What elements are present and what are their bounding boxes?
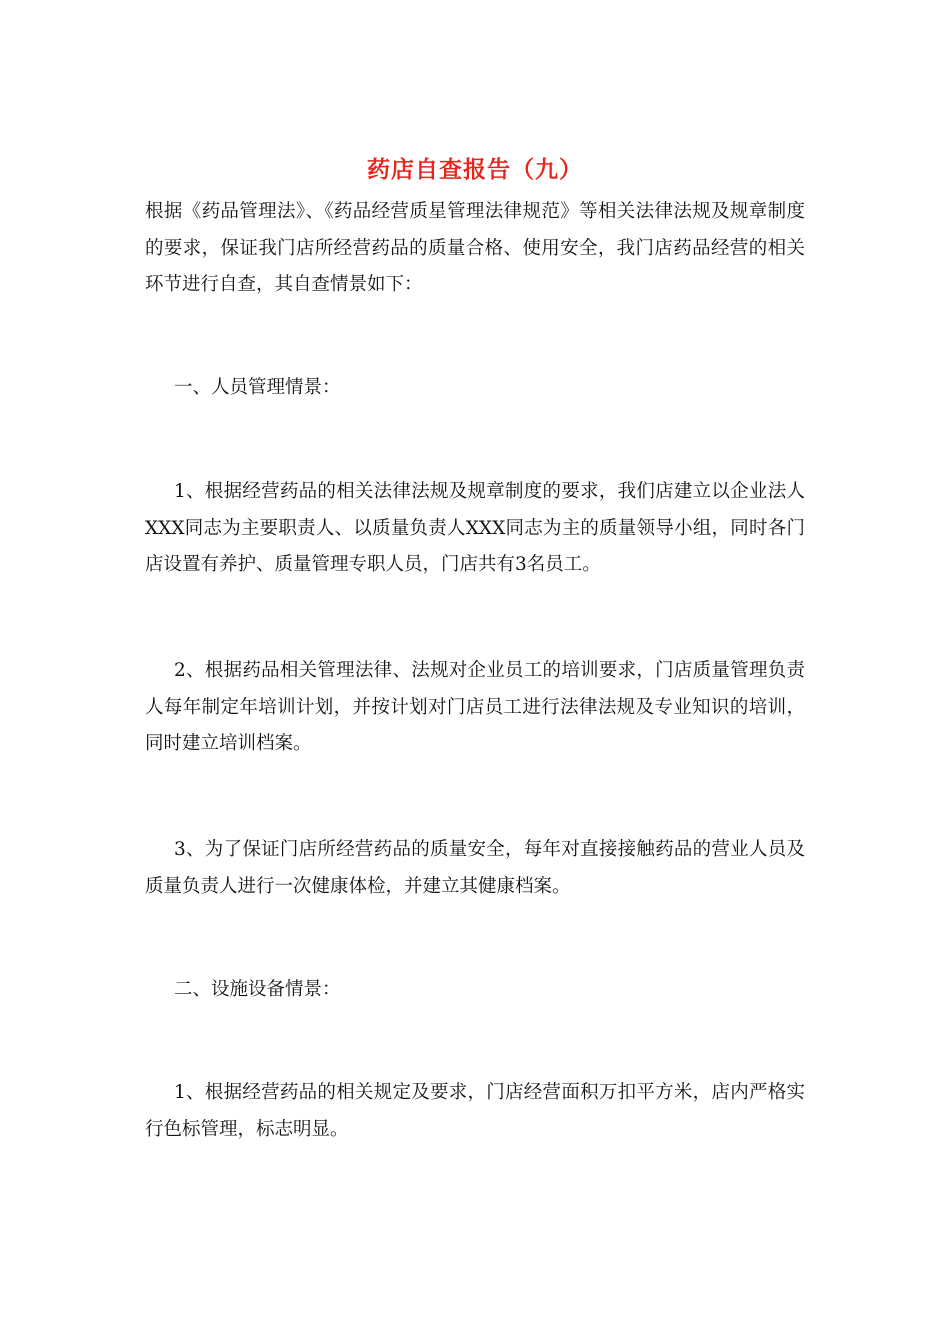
section1-item3: 3、为了保证门店所经营药品的质量安全，每年对直接接触药品的营业人员及质量负责人进行一次健康体检，并建立其健康档案。 <box>145 839 805 897</box>
section1-item2: 2、根据药品相关管理法律、法规对企业员工的培训要求，门店质量管理负责人每年制定年培训计划，并按计划对门店员工进行法律法规及专业知识的培训，同时建立培训档案。 <box>145 660 805 754</box>
section1-item1: 1、根据经营药品的相关法律法规及规章制度的要求，我们店建立以企业法人XXX同志为主要职责人、以质量负责人XXX同志为主的质量领导小组，同时各门店设置有养护、质量管理专职人员，门店共有3名员工。 <box>145 481 805 575</box>
section2-heading: 二、设施设备情景： <box>174 979 341 1000</box>
section2-item1: 1、根据经营药品的相关规定及要求，门店经营面积万扣平方米，店内严格实行色标管理，标志明显。 <box>145 1082 805 1140</box>
section1-heading: 一、人员管理情景： <box>174 377 341 398</box>
intro-paragraph: 根据《药品管理法》、《药品经营质星管理法律规范》等相关法律法规及规章制度的要求，保证我门店所经营药品的质量合格、使用安全，我门店药品经营的相关环节进行自查，其自查情景如下： <box>145 201 805 295</box>
document-title: 药店自查报告（九） <box>367 156 583 183</box>
